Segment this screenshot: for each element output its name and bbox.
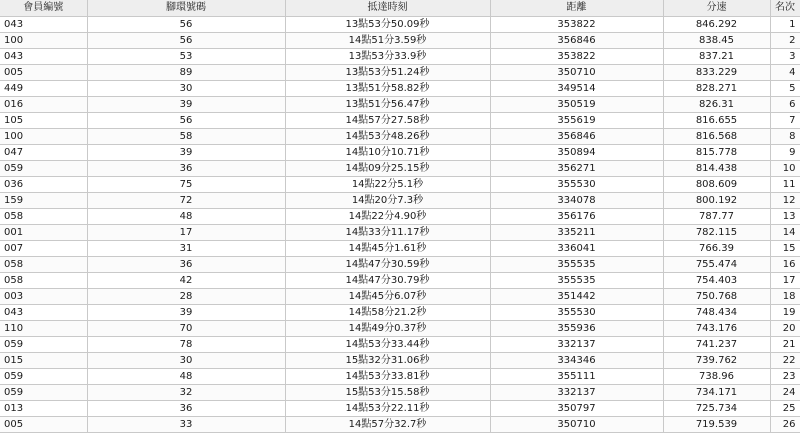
ring-number-cell: 32 <box>87 385 285 401</box>
table-row[interactable] <box>0 65 800 81</box>
table-row[interactable] <box>0 353 800 369</box>
member-id-cell: 001 <box>0 225 87 241</box>
distance-cell: 355530 <box>490 177 663 193</box>
table-row[interactable] <box>0 257 800 273</box>
arrival-time-cell: 13點51分56.47秒 <box>285 97 490 113</box>
ring-number-cell: 17 <box>87 225 285 241</box>
rank-cell: 20 <box>770 321 800 337</box>
col-header-speed[interactable]: 分速 <box>663 0 770 17</box>
member-id-cell: 047 <box>0 145 87 161</box>
rank-cell: 10 <box>770 161 800 177</box>
arrival-time-cell: 14點53分33.81秒 <box>285 369 490 385</box>
distance-cell: 334346 <box>490 353 663 369</box>
distance-cell: 350894 <box>490 145 663 161</box>
member-id-cell: 016 <box>0 97 87 113</box>
member-id-cell: 100 <box>0 33 87 49</box>
ring-number-cell: 30 <box>87 353 285 369</box>
ring-number-cell: 30 <box>87 81 285 97</box>
table-row[interactable] <box>0 161 800 177</box>
member-id-cell: 059 <box>0 385 87 401</box>
distance-cell: 336041 <box>490 241 663 257</box>
distance-cell: 355535 <box>490 257 663 273</box>
arrival-time-cell: 14點47分30.59秒 <box>285 257 490 273</box>
rank-cell: 5 <box>770 81 800 97</box>
arrival-time-cell: 15點32分31.06秒 <box>285 353 490 369</box>
ring-number-cell: 72 <box>87 193 285 209</box>
member-id-cell: 058 <box>0 257 87 273</box>
distance-cell: 355619 <box>490 113 663 129</box>
rank-cell: 21 <box>770 337 800 353</box>
member-id-cell: 159 <box>0 193 87 209</box>
table-row[interactable] <box>0 177 800 193</box>
distance-cell: 332137 <box>490 385 663 401</box>
arrival-time-cell: 14點22分4.90秒 <box>285 209 490 225</box>
arrival-time-cell: 14點22分5.1秒 <box>285 177 490 193</box>
rank-cell: 15 <box>770 241 800 257</box>
speed-cell: 738.96 <box>663 369 770 385</box>
member-id-cell: 043 <box>0 17 87 33</box>
member-id-cell: 059 <box>0 161 87 177</box>
table-row[interactable] <box>0 33 800 49</box>
member-id-cell: 005 <box>0 417 87 433</box>
table-row[interactable] <box>0 417 800 433</box>
speed-cell: 826.31 <box>663 97 770 113</box>
table-row[interactable] <box>0 145 800 161</box>
table-row[interactable] <box>0 289 800 305</box>
rank-cell: 25 <box>770 401 800 417</box>
speed-cell: 725.734 <box>663 401 770 417</box>
member-id-cell: 003 <box>0 289 87 305</box>
member-id-cell: 058 <box>0 273 87 289</box>
arrival-time-cell: 14點33分11.17秒 <box>285 225 490 241</box>
ring-number-cell: 36 <box>87 401 285 417</box>
arrival-time-cell: 13點51分58.82秒 <box>285 81 490 97</box>
speed-cell: 846.292 <box>663 17 770 33</box>
speed-cell: 816.568 <box>663 129 770 145</box>
ring-number-cell: 39 <box>87 145 285 161</box>
speed-cell: 739.762 <box>663 353 770 369</box>
speed-cell: 719.539 <box>663 417 770 433</box>
speed-cell: 815.778 <box>663 145 770 161</box>
distance-cell: 332137 <box>490 337 663 353</box>
distance-cell: 353822 <box>490 17 663 33</box>
distance-cell: 351442 <box>490 289 663 305</box>
distance-cell: 355535 <box>490 273 663 289</box>
ring-number-cell: 89 <box>87 65 285 81</box>
rank-cell: 24 <box>770 385 800 401</box>
speed-cell: 837.21 <box>663 49 770 65</box>
ring-number-cell: 56 <box>87 113 285 129</box>
arrival-time-cell: 15點53分15.58秒 <box>285 385 490 401</box>
distance-cell: 350710 <box>490 417 663 433</box>
member-id-cell: 043 <box>0 49 87 65</box>
col-header-rank[interactable]: 名次 <box>770 0 800 17</box>
table-row[interactable] <box>0 97 800 113</box>
ring-number-cell: 78 <box>87 337 285 353</box>
table-row[interactable] <box>0 225 800 241</box>
arrival-time-cell: 14點58分21.2秒 <box>285 305 490 321</box>
ring-number-cell: 53 <box>87 49 285 65</box>
table-row[interactable] <box>0 369 800 385</box>
ring-number-cell: 48 <box>87 209 285 225</box>
speed-cell: 787.77 <box>663 209 770 225</box>
ring-number-cell: 75 <box>87 177 285 193</box>
rank-cell: 2 <box>770 33 800 49</box>
arrival-time-cell: 14點20分7.3秒 <box>285 193 490 209</box>
speed-cell: 750.768 <box>663 289 770 305</box>
ring-number-cell: 56 <box>87 17 285 33</box>
speed-cell: 766.39 <box>663 241 770 257</box>
member-id-cell: 059 <box>0 369 87 385</box>
speed-cell: 748.434 <box>663 305 770 321</box>
table-row[interactable] <box>0 81 800 97</box>
table-row[interactable] <box>0 241 800 257</box>
rank-cell: 26 <box>770 417 800 433</box>
rank-cell: 4 <box>770 65 800 81</box>
arrival-time-cell: 14點53分48.26秒 <box>285 129 490 145</box>
rank-cell: 22 <box>770 353 800 369</box>
distance-cell: 349514 <box>490 81 663 97</box>
speed-cell: 838.45 <box>663 33 770 49</box>
arrival-time-cell: 13點53分33.9秒 <box>285 49 490 65</box>
distance-cell: 350710 <box>490 65 663 81</box>
col-header-member[interactable]: 會員編號 <box>0 0 87 17</box>
member-id-cell: 036 <box>0 177 87 193</box>
arrival-time-cell: 14點51分3.59秒 <box>285 33 490 49</box>
arrival-time-cell: 14點53分22.11秒 <box>285 401 490 417</box>
member-id-cell: 015 <box>0 353 87 369</box>
member-id-cell: 058 <box>0 209 87 225</box>
arrival-time-cell: 14點10分10.71秒 <box>285 145 490 161</box>
speed-cell: 743.176 <box>663 321 770 337</box>
distance-cell: 356846 <box>490 33 663 49</box>
table-row[interactable] <box>0 401 800 417</box>
arrival-time-cell: 14點45分6.07秒 <box>285 289 490 305</box>
member-id-cell: 100 <box>0 129 87 145</box>
member-id-cell: 013 <box>0 401 87 417</box>
ring-number-cell: 56 <box>87 33 285 49</box>
speed-cell: 741.237 <box>663 337 770 353</box>
member-id-cell: 105 <box>0 113 87 129</box>
table-row[interactable] <box>0 49 800 65</box>
distance-cell: 350519 <box>490 97 663 113</box>
rank-cell: 7 <box>770 113 800 129</box>
table-row[interactable] <box>0 209 800 225</box>
table-row[interactable] <box>0 305 800 321</box>
rank-cell: 1 <box>770 17 800 33</box>
rank-cell: 6 <box>770 97 800 113</box>
arrival-time-cell: 13點53分51.24秒 <box>285 65 490 81</box>
arrival-time-cell: 14點45分1.61秒 <box>285 241 490 257</box>
speed-cell: 808.609 <box>663 177 770 193</box>
ring-number-cell: 42 <box>87 273 285 289</box>
table-row[interactable] <box>0 321 800 337</box>
col-header-distance[interactable]: 距離 <box>490 0 663 17</box>
arrival-time-cell: 14點49分0.37秒 <box>285 321 490 337</box>
speed-cell: 816.655 <box>663 113 770 129</box>
member-id-cell: 043 <box>0 305 87 321</box>
ring-number-cell: 58 <box>87 129 285 145</box>
header-row <box>0 0 800 17</box>
table-row[interactable] <box>0 385 800 401</box>
distance-cell: 356176 <box>490 209 663 225</box>
speed-cell: 734.171 <box>663 385 770 401</box>
ring-number-cell: 39 <box>87 97 285 113</box>
ring-number-cell: 36 <box>87 257 285 273</box>
arrival-time-cell: 14點09分25.15秒 <box>285 161 490 177</box>
speed-cell: 755.474 <box>663 257 770 273</box>
table-row[interactable] <box>0 337 800 353</box>
table-row[interactable] <box>0 273 800 289</box>
distance-cell: 356846 <box>490 129 663 145</box>
distance-cell: 334078 <box>490 193 663 209</box>
member-id-cell: 059 <box>0 337 87 353</box>
ring-number-cell: 39 <box>87 305 285 321</box>
arrival-time-cell: 13點53分50.09秒 <box>285 17 490 33</box>
member-id-cell: 005 <box>0 65 87 81</box>
rank-cell: 16 <box>770 257 800 273</box>
distance-cell: 355111 <box>490 369 663 385</box>
table-row[interactable] <box>0 129 800 145</box>
speed-cell: 814.438 <box>663 161 770 177</box>
member-id-cell: 007 <box>0 241 87 257</box>
ring-number-cell: 28 <box>87 289 285 305</box>
table-row[interactable] <box>0 17 800 33</box>
ring-number-cell: 36 <box>87 161 285 177</box>
rank-cell: 8 <box>770 129 800 145</box>
arrival-time-cell: 14點47分30.79秒 <box>285 273 490 289</box>
speed-cell: 800.192 <box>663 193 770 209</box>
distance-cell: 350797 <box>490 401 663 417</box>
rank-cell: 12 <box>770 193 800 209</box>
distance-cell: 353822 <box>490 49 663 65</box>
rank-cell: 3 <box>770 49 800 65</box>
arrival-time-cell: 14點53分33.44秒 <box>285 337 490 353</box>
distance-cell: 355936 <box>490 321 663 337</box>
rank-cell: 13 <box>770 209 800 225</box>
ring-number-cell: 70 <box>87 321 285 337</box>
arrival-time-cell: 14點57分32.7秒 <box>285 417 490 433</box>
speed-cell: 833.229 <box>663 65 770 81</box>
member-id-cell: 110 <box>0 321 87 337</box>
rank-cell: 17 <box>770 273 800 289</box>
speed-cell: 828.271 <box>663 81 770 97</box>
distance-cell: 356271 <box>490 161 663 177</box>
rank-cell: 18 <box>770 289 800 305</box>
rank-cell: 14 <box>770 225 800 241</box>
ring-number-cell: 33 <box>87 417 285 433</box>
arrival-time-cell: 14點57分27.58秒 <box>285 113 490 129</box>
distance-cell: 335211 <box>490 225 663 241</box>
col-header-ring[interactable]: 腳環號碼 <box>87 0 285 17</box>
rank-cell: 19 <box>770 305 800 321</box>
table-body <box>0 17 800 433</box>
member-id-cell: 449 <box>0 81 87 97</box>
rank-cell: 9 <box>770 145 800 161</box>
rank-cell: 11 <box>770 177 800 193</box>
ring-number-cell: 31 <box>87 241 285 257</box>
distance-cell: 355530 <box>490 305 663 321</box>
table-row[interactable] <box>0 113 800 129</box>
table-row[interactable] <box>0 193 800 209</box>
col-header-arrival[interactable]: 抵達時刻 <box>285 0 490 17</box>
ring-number-cell: 48 <box>87 369 285 385</box>
speed-cell: 754.403 <box>663 273 770 289</box>
speed-cell: 782.115 <box>663 225 770 241</box>
rank-cell: 23 <box>770 369 800 385</box>
